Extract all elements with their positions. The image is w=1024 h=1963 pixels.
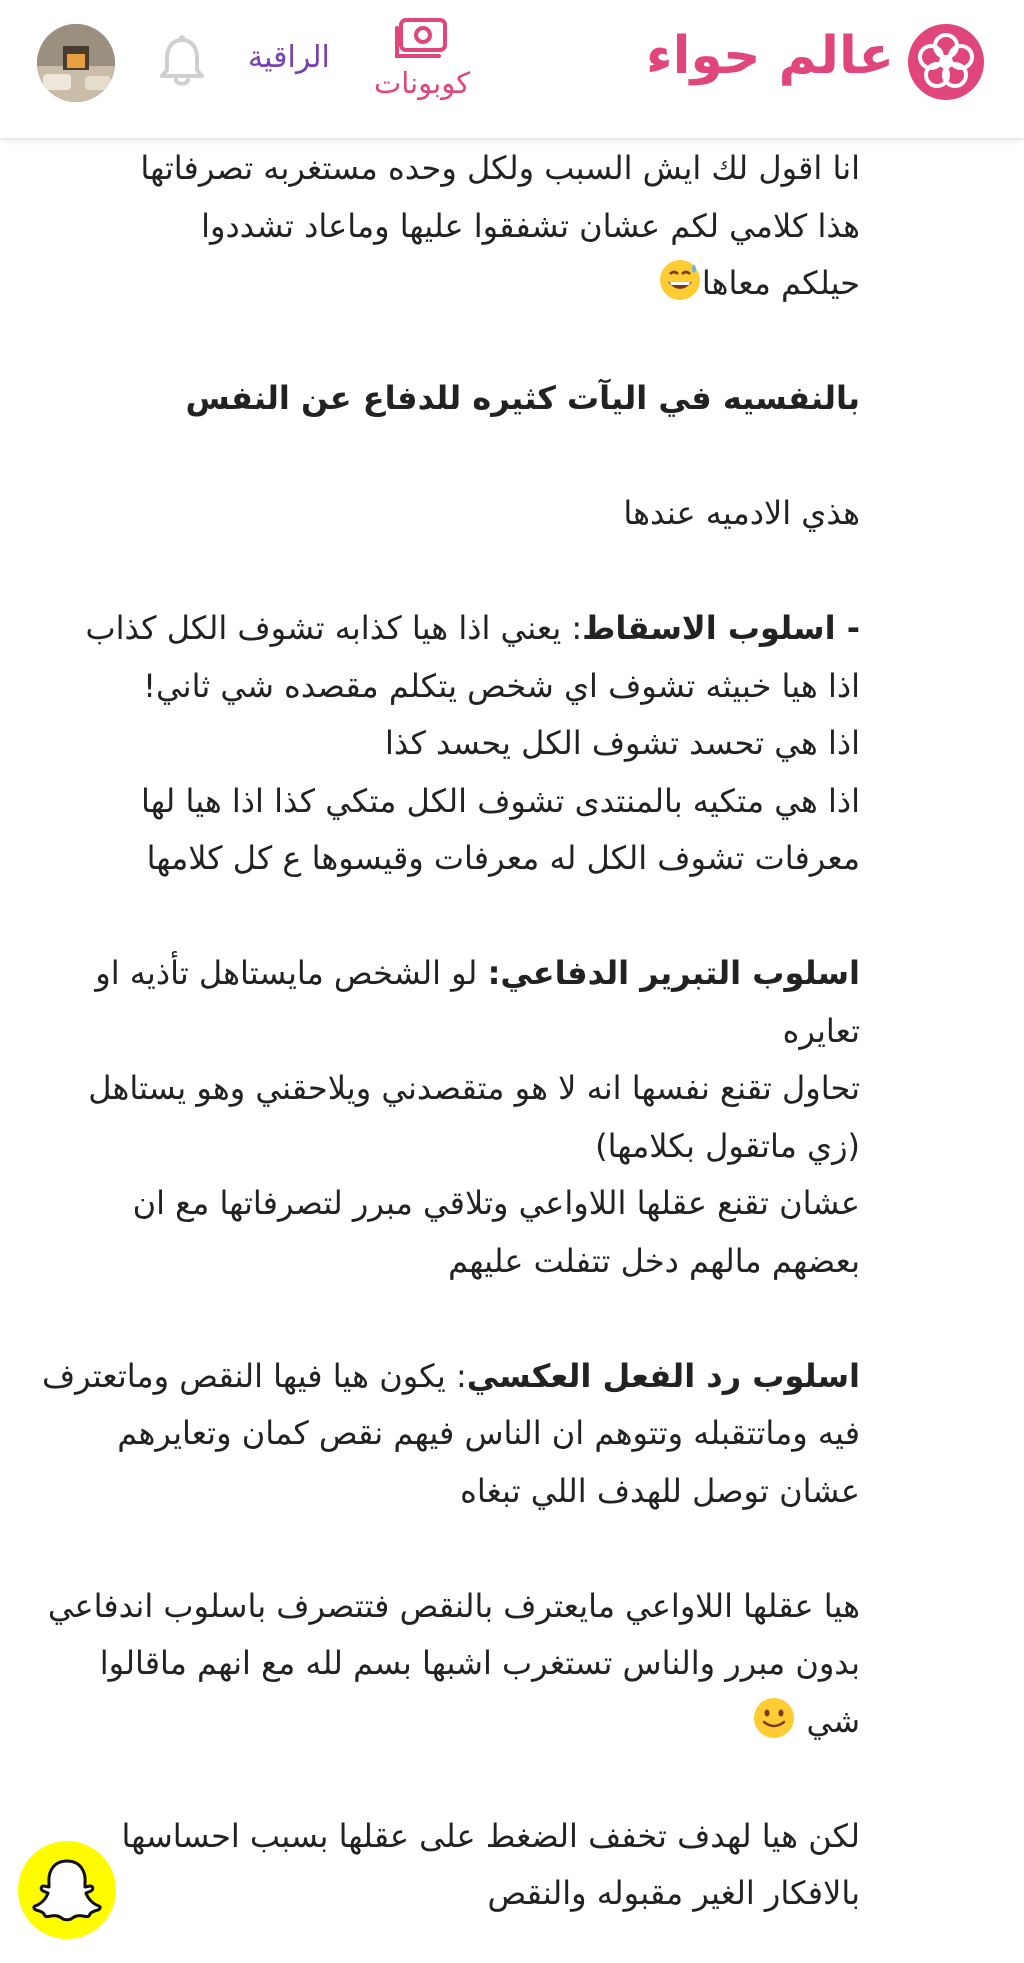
final-paragraph: لكن هيا لهدف تخفف الضغط على عقلها بسبب احساسها بالافكار الغير مقبوله والنقص <box>121 1816 860 1912</box>
grinning-sweat-emoji <box>658 258 702 302</box>
reaction-paragraph: اسلوب رد الفعل العكسي: يكون هيا فيها النقص وماتعترف فيه وماتتقبله وتتوهم ان الناس فيهم نقص كمان وتعايرهم عشان توصل للهدف اللي تبغاه <box>41 1356 860 1510</box>
avatar-image <box>37 24 115 102</box>
snapchat-ghost-icon <box>18 1841 116 1939</box>
top-header <box>0 0 1024 140</box>
user-avatar[interactable] <box>37 24 115 102</box>
subconscious-paragraph: هيا عقلها اللاواعي مايعترف بالنقص فتتصرف باسلوب اندفاعي بدون مبرر والناس تستغرب اشبها بسم لله مع انهم ماقالوا شي <box>47 1586 860 1740</box>
coupons-label: كوبونات <box>373 66 471 100</box>
projection-paragraph: - اسلوب الاسقاط: يعني اذا هيا كذابه تشوف الكل كذاب اذا هيا خبيثه تشوف اي شخص يتكلم مقصده شي ثاني! اذا هي تحسد تشوف الكل يحسد كذا اذا هي متكيه بالمنتدى تشوف الكل متكي كذا اذا هيا لها معرفات تشوف الكل له معرفات وقيسوها ع كل كلامها <box>85 609 860 877</box>
justification-paragraph: اسلوب التبرير الدفاعي: لو الشخص مايستاهل تأذيه او تعايره تحاول تقنع نفسها انه لا هو متقصدني ويلاحقني وهو يستاهل (زي ماتقول بكلامها) عشان تقنع عقلها اللاواعي وتلاقي مبرر لتصرفاتها مع ان بعضهم مالهم دخل تتفلت عليهم <box>88 954 860 1280</box>
post-body <box>40 140 860 1923</box>
site-logo[interactable] <box>614 22 986 102</box>
post-heading: بالنفسيه في اليآت كثيره للدفاع عن النفس <box>185 379 860 417</box>
slightly-smiling-emoji <box>752 1696 796 1740</box>
post-paragraph: انا اقول لك ايش السبب ولكل وحده مستغربه تصرفاتها هذا كلامي لكم عشان تشفقوا عليها وماعاد تشددوا حيلكم معاها <box>140 149 860 302</box>
coupons-link[interactable] <box>366 16 478 112</box>
post-subheading: هذي الادميه عندها <box>623 494 860 532</box>
snapchat-button[interactable] <box>18 1841 116 1939</box>
bell-icon[interactable] <box>156 34 208 90</box>
nav-raqia-link[interactable]: الراقية <box>248 40 330 75</box>
logo-text: عالم حواء <box>646 26 894 86</box>
coupon-ticket-icon <box>395 16 449 60</box>
flower-logo-icon <box>906 22 986 102</box>
